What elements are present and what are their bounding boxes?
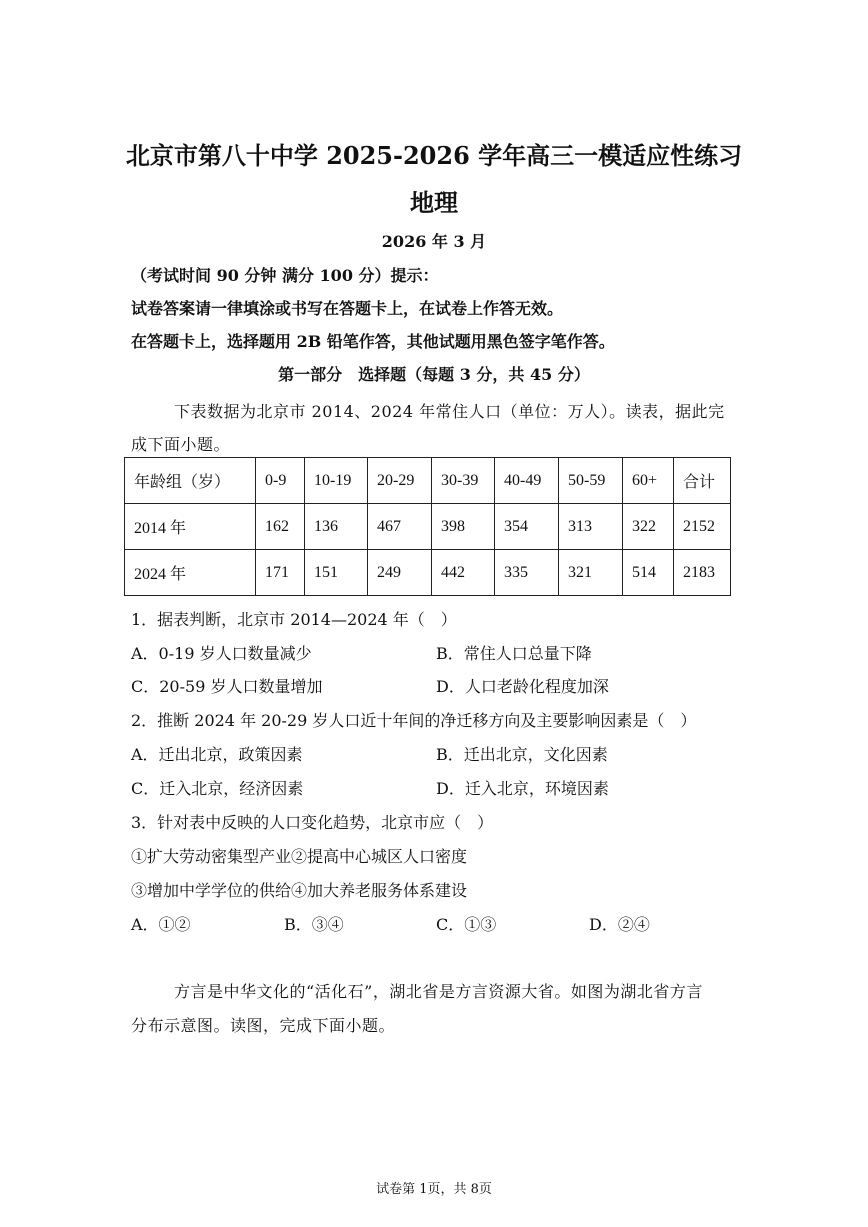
intro2-line2: 分布示意图。读图，完成下面小题。	[131, 1016, 396, 1035]
table-cell: 2014 年	[125, 504, 256, 550]
table-cell: 249	[368, 550, 432, 596]
q3-stem: 3．针对表中反映的人口变化趋势，北京市应（ ）	[131, 813, 494, 832]
table-cell: 467	[368, 504, 432, 550]
table-header-cell: 20-29	[368, 458, 432, 504]
table-header-cell: 40-49	[495, 458, 559, 504]
q2-option-d: D．迁入北京，环境因素	[436, 779, 609, 798]
table-cell: 171	[256, 550, 305, 596]
table-cell: 354	[495, 504, 559, 550]
table-row	[125, 504, 731, 550]
q1-option-a: A．0-19 岁人口数量减少	[131, 644, 312, 663]
q3-statements-1-2: ①扩大劳动密集型产业②提高中心城区人口密度	[131, 847, 468, 866]
q3-option-a: A．①②	[131, 915, 191, 934]
q1-option-c: C．20-59 岁人口数量增加	[131, 677, 323, 696]
table-row	[125, 550, 731, 596]
q2-stem: 2．推断 2024 年 20-29 岁人口近十年间的净迁移方向及主要影响因素是（ ）	[131, 711, 697, 730]
table-cell: 2152	[674, 504, 731, 550]
table-cell: 321	[559, 550, 623, 596]
table-cell: 398	[432, 504, 495, 550]
q1-stem: 1．据表判断，北京市 2014—2024 年（ ）	[131, 610, 457, 629]
subject-title: 地理	[410, 188, 458, 217]
table-cell: 442	[432, 550, 495, 596]
table-cell: 151	[305, 550, 368, 596]
exam-instruction-1: （考试时间 90 分钟 满分 100 分）提示：	[131, 266, 439, 285]
exam-instruction-2: 试卷答案请一律填涂或书写在答题卡上，在试卷上作答无效。	[131, 299, 564, 318]
table-cell: 322	[623, 504, 674, 550]
table-header-cell: 0-9	[256, 458, 305, 504]
table-header-cell: 合计	[674, 458, 731, 504]
q1-option-d: D．人口老龄化程度加深	[436, 677, 609, 696]
table-header-cell: 30-39	[432, 458, 495, 504]
table-cell: 2183	[674, 550, 731, 596]
q2-option-c: C．迁入北京，经济因素	[131, 779, 304, 798]
section-title: 第一部分 选择题（每题 3 分，共 45 分）	[278, 365, 590, 384]
table-cell: 313	[559, 504, 623, 550]
q3-option-b: B．③④	[284, 915, 344, 934]
table-header-cell: 年龄组（岁）	[125, 458, 256, 504]
exam-date: 2026 年 3 月	[381, 232, 487, 251]
table-header-cell: 50-59	[559, 458, 623, 504]
table-cell: 514	[623, 550, 674, 596]
intro1-line1: 下表数据为北京市 2014、2024 年常住人口（单位：万人）。读表，据此完	[174, 402, 725, 421]
table-cell: 335	[495, 550, 559, 596]
population-table	[124, 457, 731, 596]
table-header-cell: 10-19	[305, 458, 368, 504]
exam-title: 北京市第八十中学 2025-2026 学年高三一模适应性练习	[125, 141, 743, 170]
table-header-cell: 60+	[623, 458, 674, 504]
q2-option-a: A．迁出北京，政策因素	[131, 745, 303, 764]
q1-option-b: B．常住人口总量下降	[436, 644, 592, 663]
q3-option-d: D．②④	[589, 915, 650, 934]
q3-statements-3-4: ③增加中学学位的供给④加大养老服务体系建设	[131, 881, 468, 900]
intro2-line1: 方言是中华文化的“活化石”，湖北省是方言资源大省。如图为湖北省方言	[174, 982, 703, 1001]
table-cell: 136	[305, 504, 368, 550]
table-cell: 162	[256, 504, 305, 550]
table-header-row	[125, 458, 731, 504]
exam-instruction-3: 在答题卡上，选择题用 2B 铅笔作答，其他试题用黑色签字笔作答。	[131, 332, 615, 351]
page-footer: 试卷第 1页，共 8页	[376, 1182, 492, 1197]
q3-option-c: C．①③	[436, 915, 497, 934]
intro1-line2: 成下面小题。	[131, 435, 231, 454]
table-cell: 2024 年	[125, 550, 256, 596]
q2-option-b: B．迁出北京，文化因素	[436, 745, 608, 764]
